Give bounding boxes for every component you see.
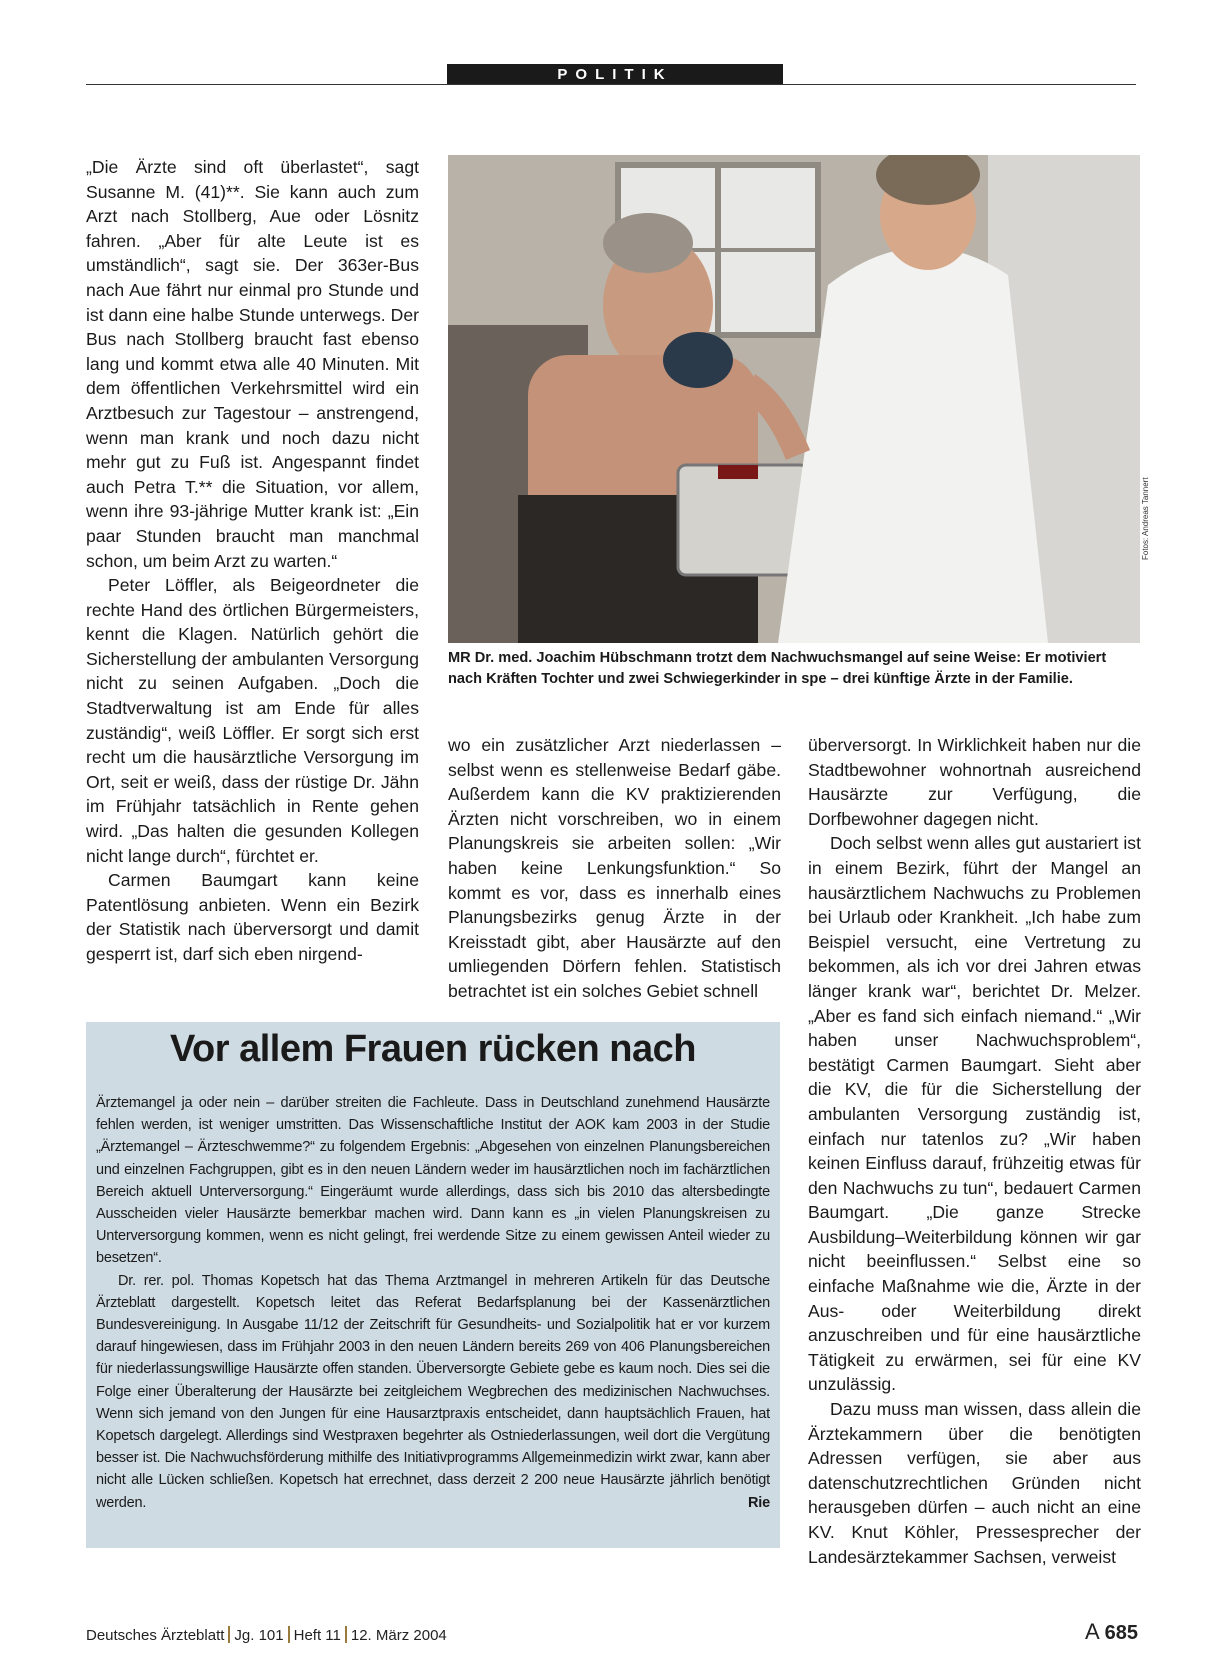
page-number-value: 685 [1104,1622,1138,1644]
photo-credit: Fotos: Andreas Tannert [1141,477,1150,560]
paragraph: Dazu muss man wissen, dass allein die Ärztekammern über die benötigten Adressen verfügen, sie aber aus datenschutzrechtlichen Gründen nicht herausgeben dürfen – auch nicht an eine KV. Knut Köhler, Pressesprecher der Landesärztekammer Sachsen, verweist [808,1399,1141,1567]
footer-separator [288,1626,290,1643]
section-label: POLITIK [447,64,783,85]
box-paragraph-text: Dr. rer. pol. Thomas Kopetsch hat das Thema Arztmangel in mehreren Artikeln für das Deutsche Ärzteblatt dargestellt. Kopetsch leitet das Referat Bedarfsplanung bei der Kassenärztlichen Bundesvereinigung. In Ausgabe 11/12 der Zeitschrift für Gesundheits- und Sozialpolitik hat er vor kurzem darauf hingewiesen, dass im Frühjahr 2003 in den neuen Ländern bereits 269 von 406 Planungsbereichen für niederlassungswillige Hausärzte offen standen. Überversorgte Gebiete gebe es kaum noch. Dies sei die Folge einer Überalterung der Hausärzte bei zeitgleichem Wegbrechen des medizinischen Nachwuchses. Wenn sich jemand von den Jungen für eine Hausarztpraxis entscheidet, dann hauptsächlich Frauen, hat Kopetsch dargelegt. Allerdings sind Westpraxen begehrter als Ostniederlassungen, weil dort die Vergütung besser ist. Die Nachwuchsförderung mithilfe des Initiativprogramms Allgemeinmedizin wirkt zwar, kann aber nicht alle Lücken schließen. Kopetsch hat errechnet, dass derzeit 2 200 neue Hausärzte jährlich benötigt werden. [96,1272,770,1511]
box-text [96,1092,770,1514]
paragraph [96,1270,770,1514]
author-initials: Rie [748,1494,770,1511]
page-prefix: A [1085,1619,1099,1644]
footer-separator [228,1626,230,1643]
paragraph: Peter Löffler, als Beigeordneter die rechte Hand des örtlichen Bürgermeisters, kennt die Klagen. Natürlich gehört die Sicherstellung der ambulanten Versorgung nicht zu seinen Aufgaben. „Doch die Stadtverwaltung ist am Ende für alles zuständig“, weiß Löffler. Er sorgt sich erst recht um die hausärztliche Versorgung im Ort, seit er weiß, dass der rüstige Dr. Jähn im Frühjahr tatsächlich in Rente gehen wird. „Das halten die gesunden Kollegen nicht lange durch“, fürchtet er. [86,575,419,866]
paragraph: überversorgt. In Wirklichkeit haben nur die Stadtbewohner wohnortnah ausreichend Hausärzte zur Verfügung, die Dorfbewohner dagegen nicht. [808,735,1141,829]
sidebar-box [86,1022,780,1548]
paragraph: Carmen Baumgart kann keine Patentlösung anbieten. Wenn ein Bezirk der Statistik nach überversorgt und damit gesperrt ist, darf sich eben nirgend- [86,870,419,964]
journal-date: 12. März 2004 [350,1627,447,1644]
footer-separator [345,1626,347,1643]
journal-issue: Heft 11 [293,1627,341,1644]
paragraph: wo ein zusätzlicher Arzt niederlassen – selbst wenn es stellenweise Bedarf gäbe. Außerdem kann die KV praktizierenden Ärzten nicht vorschreiben, wo in einem Planungskreis sie arbeiten sollen: „Wir haben keine Lenkungsfunktion.“ So kommt es vor, dass es innerhalb eines Planungsbezirks genug Ärzte in der Kreisstadt gibt, aber Hausärzte auf den umliegenden Dörfern fehlen. Statistisch betrachtet ist ein solches Gebiet schnell [448,735,781,1001]
paragraph: „Die Ärzte sind oft überlastet“, sagt Susanne M. (41)**. Sie kann auch zum Arzt nach Stollberg, Aue oder Lösnitz fahren. „Aber für alte Leute ist es umständlich“, sagt sie. Der 363er-Bus nach Aue fährt nur einmal pro Stunde und ist dann eine halbe Stunde unterwegs. Der Bus nach Stollberg braucht fast ebenso lang und kommt etwa alle 40 Minuten. Mit dem öffentlichen Verkehrsmittel wird ein Arztbesuch zur Tagestour – anstrengend, wenn man krank und noch dazu nicht mehr gut zu Fuß ist. Angespannt findet auch Petra T.** die Situation, vor allem, wenn ihre 93-jährige Mutter krank ist: „Ein paar Stunden braucht man manchmal schon, um beim Arzt zu warten.“ [86,157,419,571]
footer [86,1626,447,1644]
article-photo [448,155,1140,643]
paragraph: Doch selbst wenn alles gut austariert ist in einem Bezirk, führt der Mangel an hausärztlichem Nachwuchs zu Problemen bei Urlaub oder Krankheit. „Ich habe zum Beispiel versucht, eine Vertretung zu bekommen, als ich vor drei Jahren etwas länger krank war“, berichtet Dr. Melzer. „Aber es fand sich einfach niemand.“ „Wir haben unser Nachwuchsproblem“, bestätigt Carmen Baumgart. Sieht aber die KV, die für die Sicherstellung der ambulanten Versorgung zuständig ist, einfach nur tatenlos zu? „Wir haben keinen Einfluss darauf, frühzeitig etwas für den Nachwuchs zu tun“, bedauert Carmen Baumgart. „Die ganze Strecke Ausbildung–Weiterbildung können wir gar nicht beeinflussen.“ Selbst eine so einfache Maßnahme wie die, Ärzte in der Aus- oder Weiterbildung direkt anzuschreiben und für eine hausärztliche Tätigkeit zu erwärmen, sei für eine KV unzulässig. [808,833,1141,1395]
article-column-1 [86,155,419,967]
journal-volume: Jg. 101 [234,1627,284,1644]
article-column-3 [808,733,1141,1569]
page-number [1085,1619,1138,1645]
article-column-2 [448,733,781,1004]
box-title: Vor allem Frauen rücken nach [170,1028,696,1070]
journal-name: Deutsches Ärzteblatt [86,1627,225,1644]
paragraph: Ärztemangel ja oder nein – darüber streiten die Fachleute. Dass in Deutschland zunehmend Hausärzte fehlen werden, ist weniger umstritten. Das Wissenschaftliche Institut der AOK kam 2003 in der Studie „Ärztemangel – Ärzteschwemme?“ zu folgendem Ergebnis: „Abgesehen von einzelnen Planungsbereichen und einzelnen Fachgruppen, gibt es in den neuen Ländern weder im hausärztlichen noch im fachärztlichen Bereich aktuell Unterversorgung.“ Eingeräumt wurde allerdings, dass sich bis 2010 das altersbedingte Ausscheiden vieler Hausärzte bemerkbar machen wird. Dann kann es „in vielen Planungskreisen zu Unterversorgung kommen, wenn es nicht gelingt, frei werdende Sitze zu einem gewissen Anteil wieder zu besetzen“. [96,1095,770,1267]
doctor-patient-photo [448,155,1140,643]
header-rule [86,84,1136,85]
photo-caption: MR Dr. med. Joachim Hübschmann trotzt dem Nachwuchsmangel auf seine Weise: Er motiviert nach Kräften Tochter und zwei Schwiegerkinder in spe – drei künftige Ärzte in der Familie. [448,650,1107,687]
